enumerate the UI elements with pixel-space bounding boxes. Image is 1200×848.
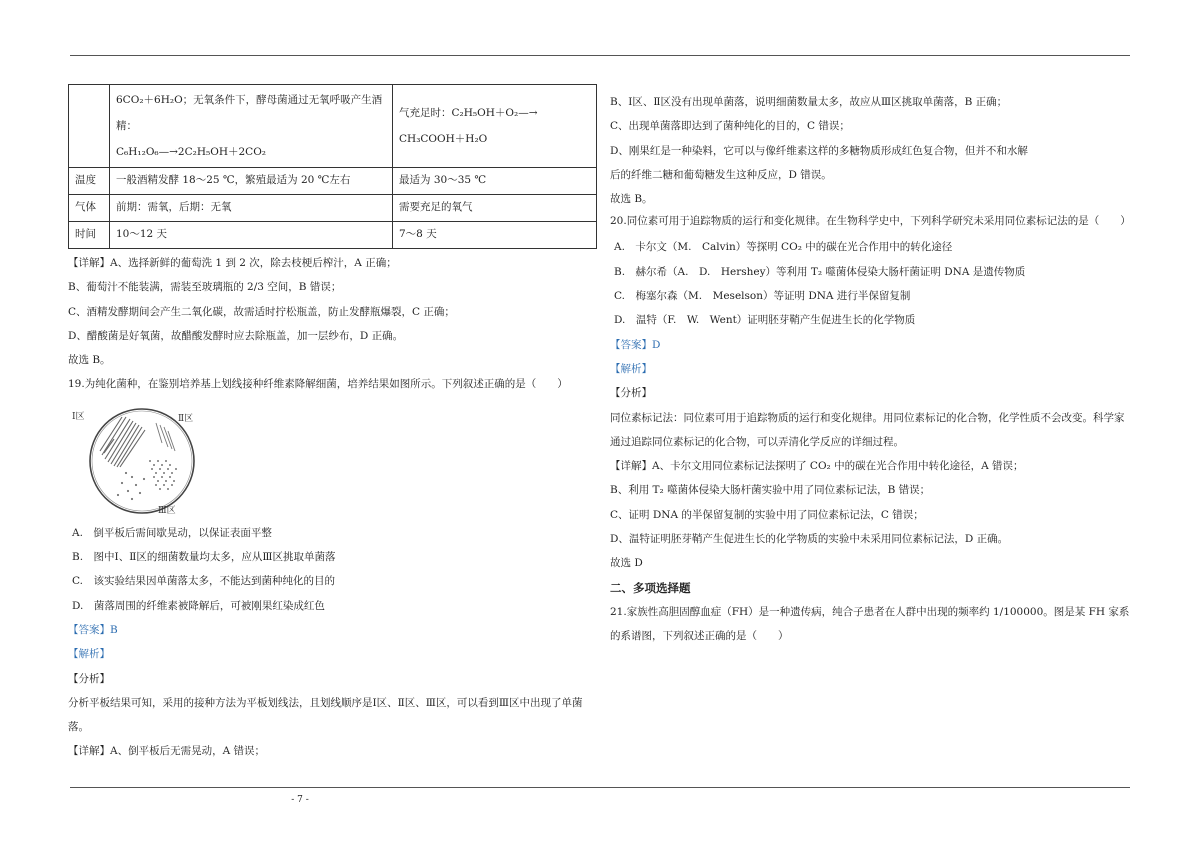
- page-number: - 7 -: [291, 795, 309, 805]
- q19-stem: 19.为纯化菌种，在鉴别培养基上划线接种纤维素降解细菌，培养结果如图所示。下列叙述正确的是（ ）: [68, 378, 568, 391]
- table-row-label: 时间: [69, 222, 110, 249]
- q20-option-a: A. 卡尔文（M. Calvin）等探明 CO₂ 中的碳在光合作用中的转化途径: [614, 241, 953, 254]
- table-cell: 前期：需氧，后期：无氧: [110, 195, 393, 222]
- q20-detail-line: C、证明 DNA 的半保留复制的实验中用了同位素标记法，C 错误；: [610, 508, 924, 521]
- zone3-label: Ⅲ区: [158, 505, 176, 515]
- equation-line: C₆H₁₂O₆—→2C₂H₅OH＋2CO₂: [116, 146, 267, 158]
- q18-detail-line: C、酒精发酵期间会产生二氧化碳，故需适时拧松瓶盖，防止发酵瓶爆裂，C 正确；: [68, 305, 455, 318]
- table-row: [69, 195, 597, 222]
- q20-detail-line: B、利用 T₂ 噬菌体侵染大肠杆菌实验中用了同位素标记法，B 错误；: [610, 484, 931, 497]
- zone2-label: Ⅱ区: [178, 413, 194, 424]
- table-cell: 10～12 天: [110, 222, 393, 249]
- q20-jiexi-label: 【解析】: [610, 362, 652, 375]
- q19-detail-line: 后的纤维二糖和葡萄糖发生这种反应，D 错误。: [610, 168, 832, 181]
- zone1-label: Ⅰ区: [72, 411, 85, 422]
- table-cell: [110, 85, 393, 168]
- q20-option-b: B. 赫尔希（A. D. Hershey）等利用 T₂ 噬菌体侵染大肠杆菌证明 DNA 是遗传物质: [614, 265, 1026, 278]
- q19-option-a: A. 倒平板后需间歇晃动，以保证表面平整: [72, 526, 272, 539]
- table-row: [69, 222, 597, 249]
- q20-option-d: D. 温特（F. W. Went）证明胚芽鞘产生促进生长的化学物质: [614, 314, 916, 327]
- section-title: 二、多项选择题: [610, 580, 691, 595]
- q19-conclusion: 故选 B。: [610, 193, 653, 206]
- q20-option-c: C. 梅塞尔森（M. Meselson）等证明 DNA 进行半保留复制: [614, 290, 911, 303]
- table-cell: 需要充足的氧气: [393, 195, 597, 222]
- header-rule: [70, 55, 1130, 56]
- q18-conclusion: 故选 B。: [68, 354, 111, 367]
- q21-stem: 21.家族性高胆固醇血症（FH）是一种遗传病，纯合子患者在人群中出现的频率约 1/100000。图是某 FH 家系的系谱图，下列叙述正确的是（ ）: [610, 605, 1130, 643]
- table-row-label: 温度: [69, 168, 110, 195]
- q20-detail-line: 【详解】A、卡尔文用同位素标记法探明了 CO₂ 中的碳在光合作用中转化途径，A 错误；: [610, 460, 1024, 473]
- q19-detail-line: B、Ⅰ区、Ⅱ区没有出现单菌落，说明细菌数量太多，故应从Ⅲ区挑取单菌落，B 正确；: [610, 96, 1008, 108]
- q19-detail-line: D、刚果红是一种染料，它可以与像纤维素这样的多糖物质形成红色复合物，但并不和水解: [610, 144, 1028, 157]
- equation-line: CH₃COOH＋H₂O: [399, 133, 488, 145]
- q20-detail-line: D、温特证明胚芽鞘产生促进生长的化学物质的实验中未采用同位素标记法，D 正确。: [610, 533, 1009, 546]
- q18-detail-line: D、醋酸菌是好氧菌，故醋酸发酵时应去除瓶盖，加一层纱布，D 正确。: [68, 329, 404, 342]
- q19-fenxi-label: 【分析】: [68, 672, 110, 685]
- petri-dish-figure: [70, 403, 210, 515]
- q20-conclusion: 故选 D: [610, 557, 643, 570]
- table-cell: 7～8 天: [393, 222, 597, 249]
- q18-detail-line: B、葡萄汁不能装满，需装至玻璃瓶的 2/3 空间，B 错误；: [68, 281, 342, 294]
- q20-analysis: 同位素标记法：同位素可用于追踪物质的运行和变化规律。用同位素标记的化合物，化学性质不会改变。科学家通过追踪同位素标记的化合物，可以弄清化学反应的详细过程。: [610, 411, 1125, 448]
- equation-line: 6CO₂＋6H₂O；无氧条件下，酵母菌通过无氧呼吸产生酒精：: [116, 94, 383, 132]
- fermentation-table: [68, 84, 597, 249]
- q20-answer: 【答案】D: [610, 338, 661, 351]
- q19-jiexi-label: 【解析】: [68, 648, 110, 661]
- table-row: [69, 85, 597, 168]
- q20-stem: 20.同位素可用于追踪物质的运行和变化规律。在生物科学史中，下列科学研究未采用同位素标记法的是（ ）: [610, 215, 1131, 228]
- q19-analysis: 分析平板结果可知，采用的接种方法为平板划线法，且划线顺序是Ⅰ区、Ⅱ区、Ⅲ区，可以看到Ⅲ区中出现了单菌落。: [68, 696, 583, 734]
- q19-option-b: B. 图中Ⅰ、Ⅱ区的细菌数量均太多，应从Ⅲ区挑取单菌落: [72, 551, 336, 564]
- table-cell: 一般酒精发酵 18～25 ℃，繁殖最适为 20 ℃左右: [110, 168, 393, 195]
- q19-detail-line: 【详解】A、倒平板后无需晃动，A 错误；: [68, 745, 266, 758]
- footer-rule: [70, 787, 1130, 788]
- q19-option-d: D. 菌落周围的纤维素被降解后，可被刚果红染成红色: [72, 599, 325, 612]
- table-cell: [393, 85, 597, 168]
- q19-answer: 【答案】B: [68, 623, 118, 636]
- left-column: [68, 84, 596, 764]
- petri-dish-illustration: [70, 403, 210, 515]
- table-cell: 最适为 30～35 ℃: [393, 168, 597, 195]
- q18-detail-line: 【详解】A、选择新鲜的葡萄洗 1 到 2 次，除去枝梗后榨汁，A 正确；: [68, 257, 397, 269]
- table-row-label: 气体: [69, 195, 110, 222]
- q20-fenxi-label: 【分析】: [610, 387, 652, 400]
- table-row: [69, 168, 597, 195]
- q19-detail-line: C、出现单菌落即达到了菌种纯化的目的，C 错误；: [610, 120, 850, 133]
- equation-line: 气充足时：C₂H₅OH＋O₂—→: [399, 107, 538, 119]
- table-row-label: [69, 85, 110, 168]
- right-column: [610, 90, 1130, 649]
- q19-option-c: C. 该实验结果因单菌落太多，不能达到菌种纯化的目的: [72, 575, 335, 588]
